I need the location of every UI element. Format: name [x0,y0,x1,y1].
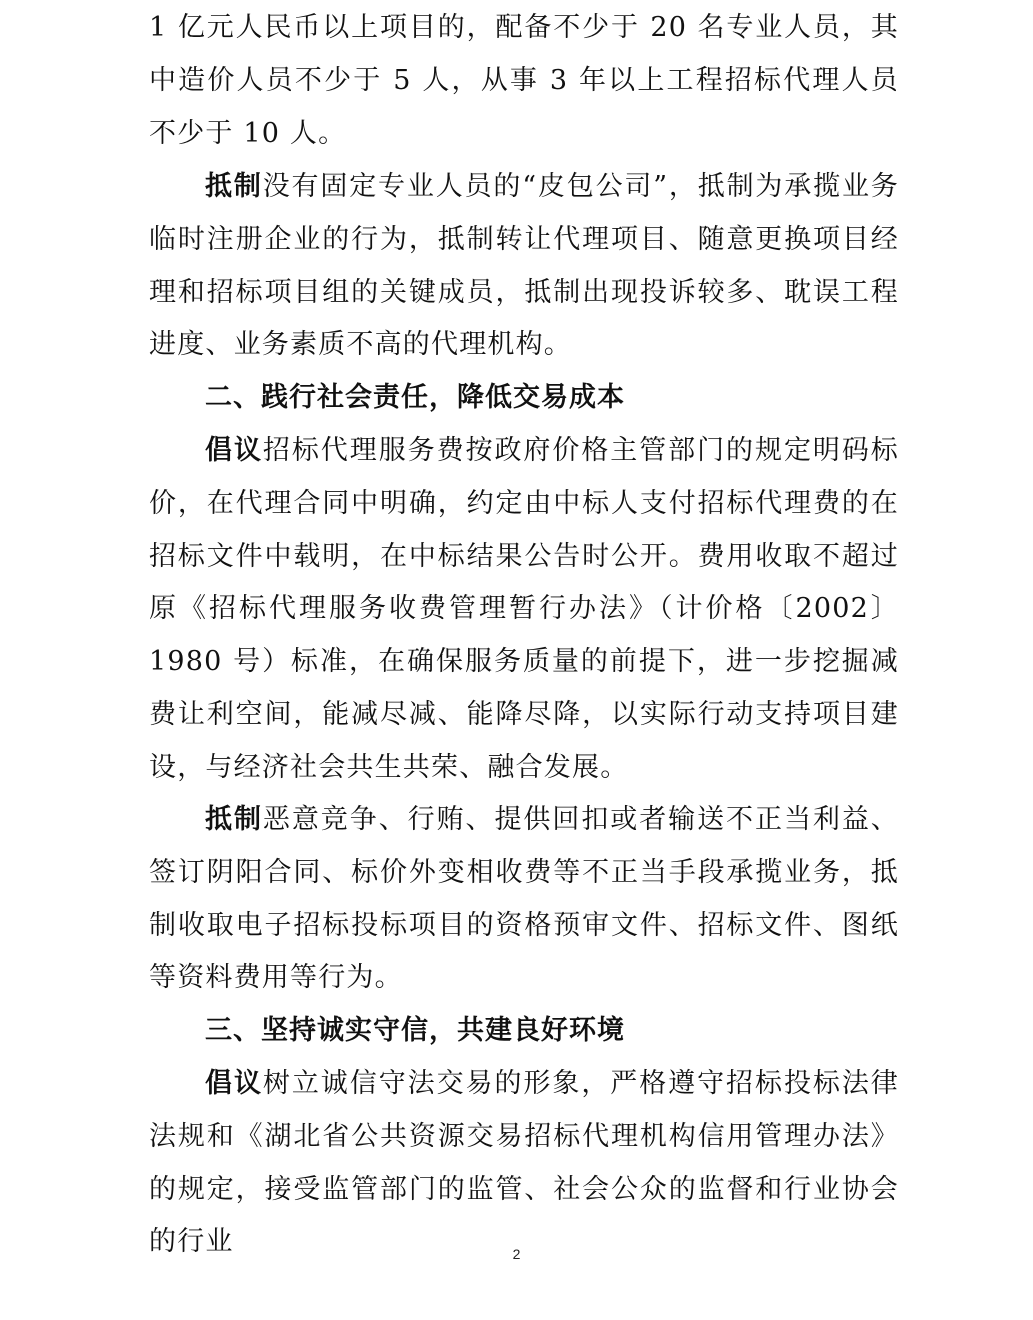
paragraph-text: 招标代理服务费按政府价格主管部门的规定明码标价，在代理合同中明确，约定由中标人支付招标代理费的在招标文件中载明，在中标结果公告时公开。费用收取不超过原《招标代理服务收费管理暂行办法》（计价格〔2002〕1980 号）标准，在确保服务质量的前提下，进一步挖掘减费让利空间，能减尽减、能降尽降，以实际行动支持项目建设，与经济社会共生共荣、融合发展。 [149,435,899,783]
keyword-resist: 抵制 [205,804,263,835]
paragraph-text: 恶意竞争、行贿、提供回扣或者输送不正当利益、签订阴阳合同、标价外变相收费等不正当手段承揽业务，抵制收取电子招标投标项目的资格预审文件、招标文件、图纸等资料费用等行为。 [149,804,899,994]
section-heading-social-responsibility: 二、践行社会责任，降低交易成本 [205,382,625,413]
keyword-resist: 抵制 [205,171,263,202]
paragraph-advocate-integrity [149,1058,899,1269]
keyword-advocate: 倡议 [205,435,263,466]
paragraph-resist-shell-companies [149,161,899,372]
paragraph-text: 没有固定专业人员的“皮包公司”，抵制为承揽业务临时注册企业的行为，抵制转让代理项目、随意更换项目经理和招标项目组的关键成员，抵制出现投诉较多、耽误工程进度、业务素质不高的代理机构。 [149,171,899,361]
paragraph-resist-unfair-competition [149,794,899,1005]
paragraph-text: 树立诚信守法交易的形象，严格遵守招标投标法律法规和《湖北省公共资源交易招标代理机构信用管理办法》的规定，接受监管部门的监管、社会公众的监督和行业协会的行业 [149,1068,899,1258]
paragraph-staffing-requirement: 1 亿元人民币以上项目的，配备不少于 20 名专业人员，其中造价人员不少于 5 人，从事 3 年以上工程招标代理人员不少于 10 人。 [149,12,899,149]
paragraph-advocate-fees [149,425,899,795]
keyword-advocate: 倡议 [205,1068,263,1099]
section-heading-integrity: 三、坚持诚实守信，共建良好环境 [205,1015,625,1046]
page-number: 2 [512,1246,521,1262]
